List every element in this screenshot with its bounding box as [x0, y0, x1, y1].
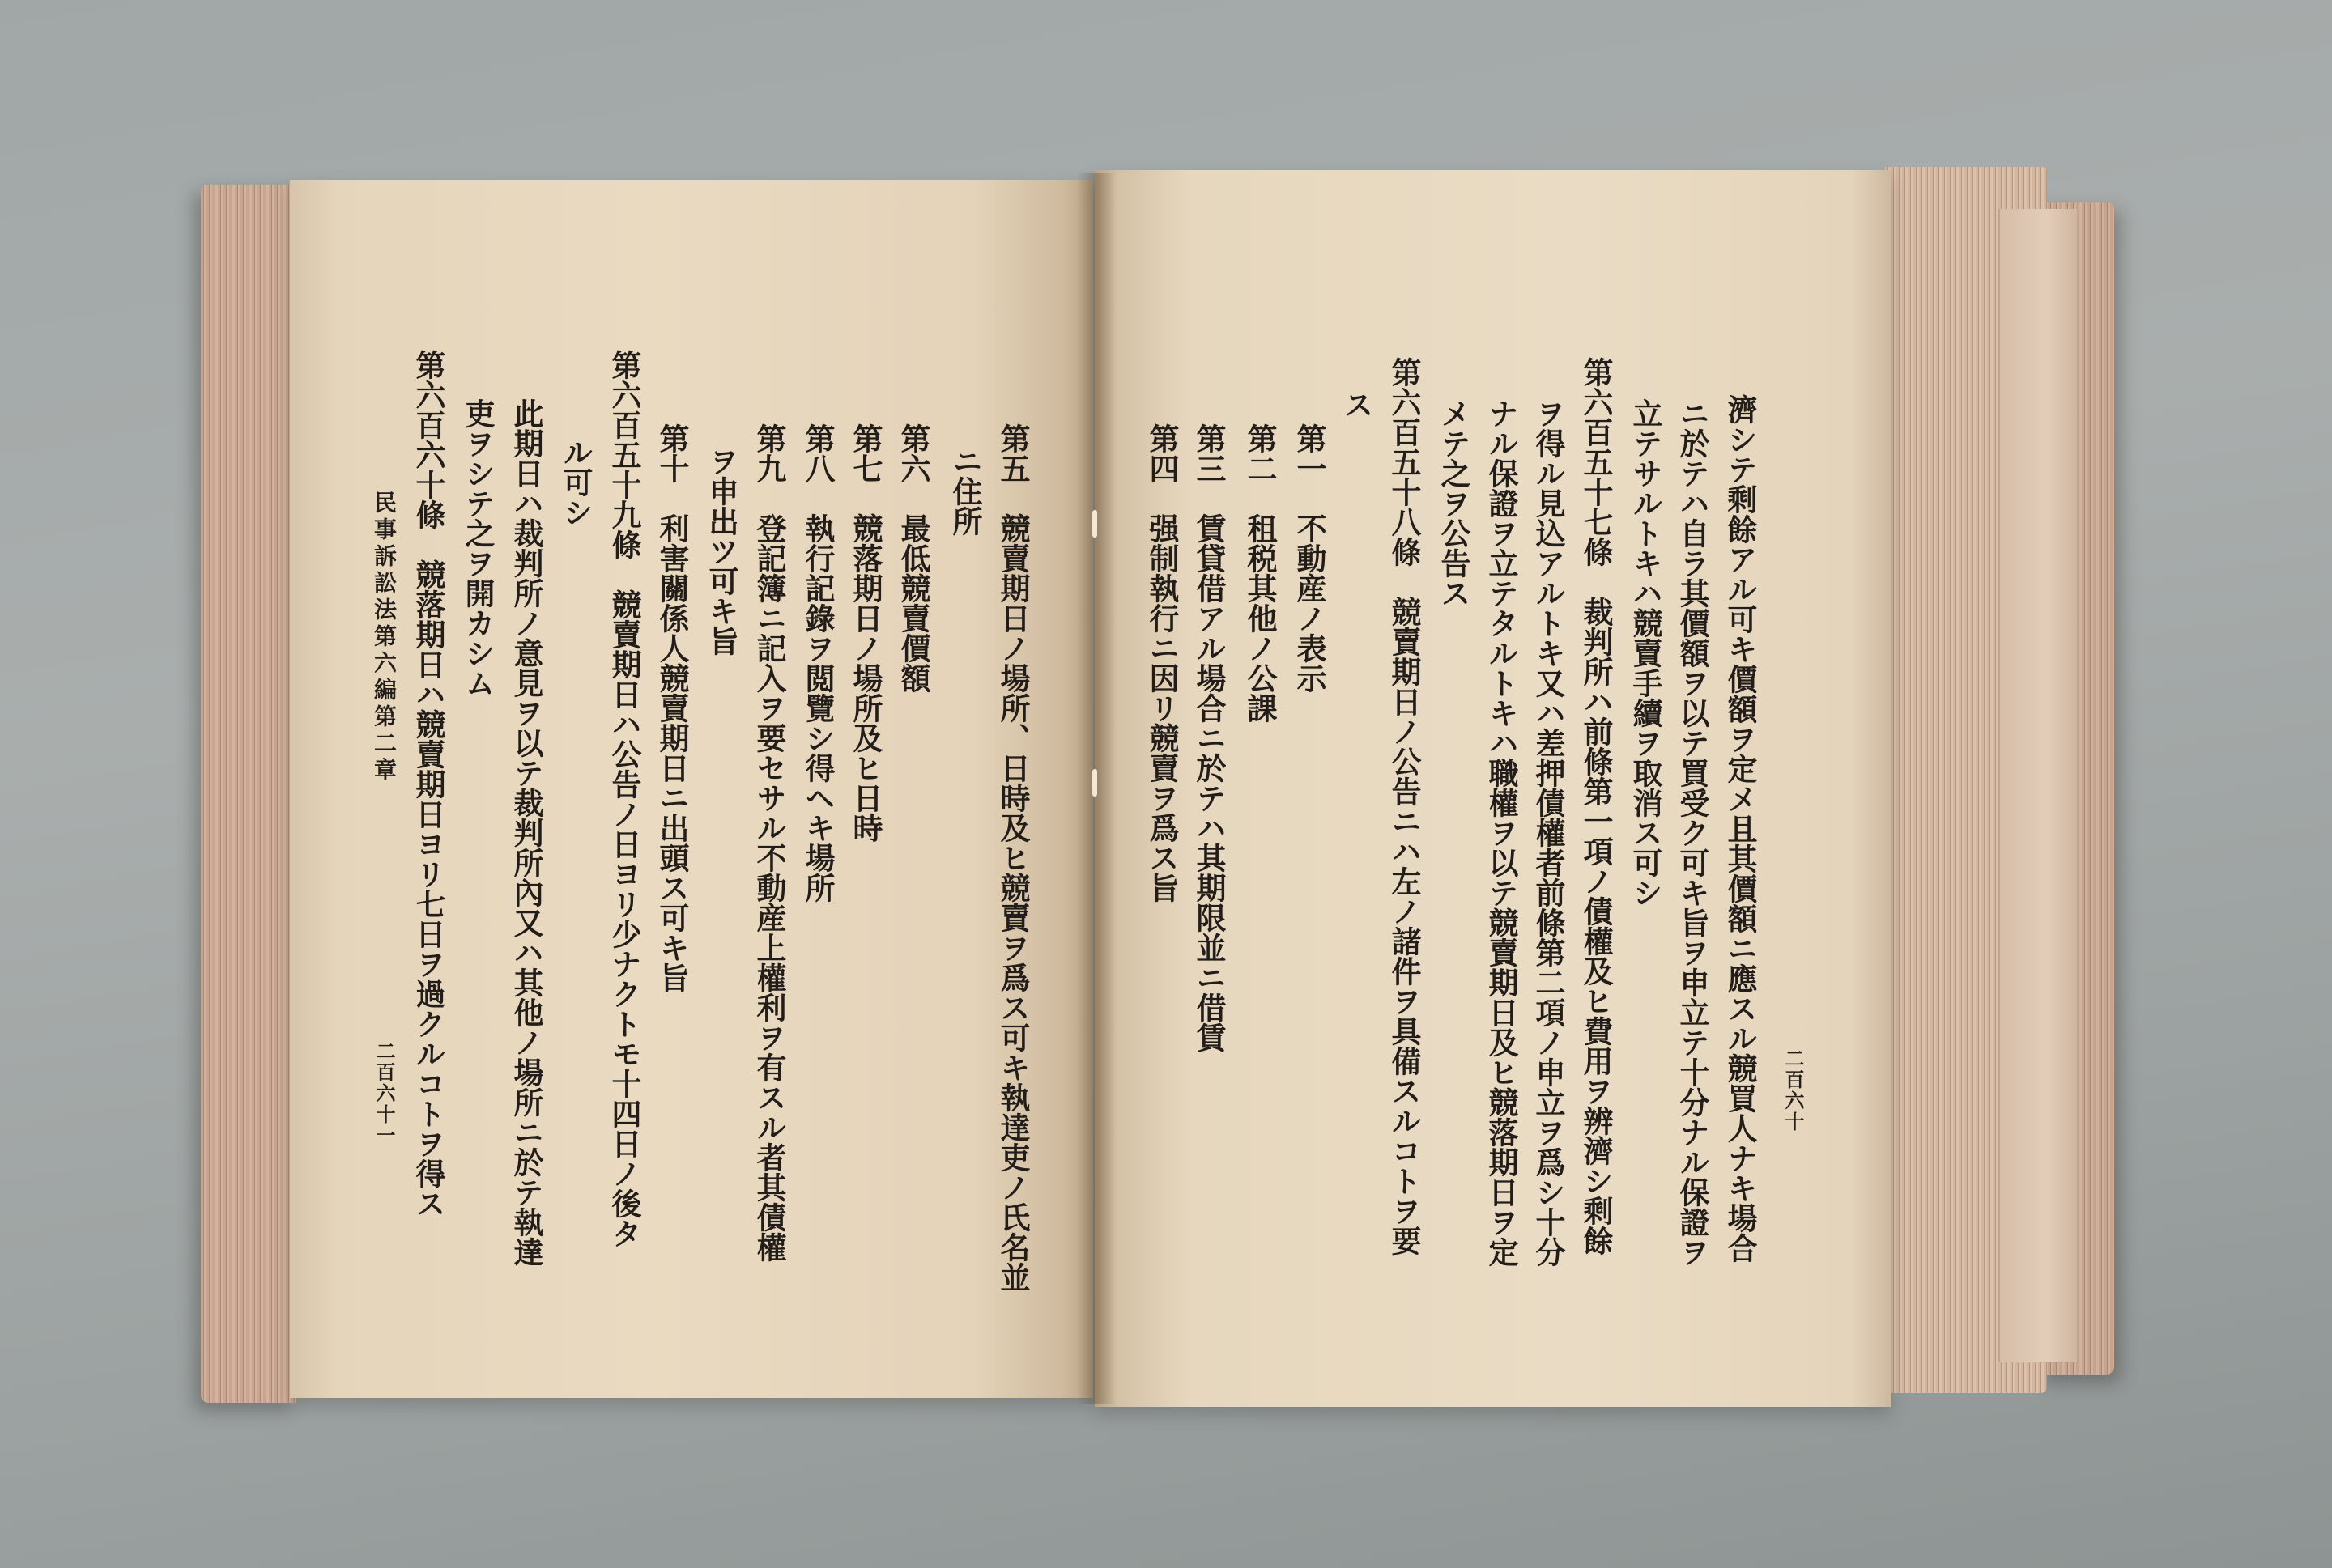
article-heading-line: 第六百五十八條 競賣期日ノ公告ニハ左ノ諸件ヲ具備スルコトヲ要: [1386, 357, 1422, 1256]
left-page: [290, 180, 1093, 1398]
left-page-block-edge: [201, 185, 296, 1403]
binding-thread: [1092, 510, 1097, 538]
text-line: 第二 租税其他ノ公課: [1242, 423, 1278, 723]
text-line: 第八 執行記錄ヲ閲覽シ得ヘキ場所: [800, 423, 836, 903]
text-line: 第六 最低競賣價額: [896, 423, 931, 693]
text-line: 第五 競賣期日ノ場所、日時及ヒ競賣ヲ爲ス可キ執達吏ノ氏名並: [995, 423, 1031, 1292]
binding-thread: [1092, 769, 1097, 797]
text-line: 第十 利害關係人競賣期日ニ出頭ス可キ旨: [654, 423, 690, 992]
running-head: 民事訴訟法第六編第二章: [371, 491, 398, 784]
protruding-sheet: [1998, 209, 2077, 1362]
text-line: 此期日ハ裁判所ノ意見ヲ以テ裁判所內又ハ其他ノ場所ニ於テ執達: [509, 398, 544, 1267]
text-line: ニ住所: [947, 446, 983, 536]
article-heading-line: 第六百六十條 競落期日ハ競賣期日ヨリ七日ヲ過クルコトヲ得ス: [411, 350, 446, 1218]
text-line: 第一 不動産ノ表示: [1292, 423, 1327, 693]
right-page: [1095, 170, 1891, 1407]
text-line: ヲ申出ツ可キ旨: [704, 446, 739, 656]
page-number: 二百六十一: [372, 1041, 396, 1146]
text-line: 吏ヲシテ之ヲ開カシム: [460, 398, 496, 698]
text-line: ニ於テハ自ラ其價額ヲ以テ買受ク可キ旨ヲ申立テ十分ナル保證ヲ: [1675, 398, 1710, 1267]
text-line: ス: [1338, 389, 1374, 419]
text-line: メテ之ヲ公告ス: [1436, 398, 1471, 608]
article-heading-line: 第六百五十七條 裁判所ハ前條第一項ノ債權及ヒ費用ヲ辨濟シ剩餘: [1578, 357, 1614, 1256]
text-line: ヲ得ル見込アルトキ又ハ差押債權者前條第二項ノ申立ヲ爲シ十分: [1530, 398, 1566, 1267]
text-line: 第三 賃貸借アル場合ニ於テハ其期限並ニ借賃: [1191, 423, 1227, 1052]
article-heading-line: 第六百五十九條 競賣期日ハ公告ノ日ヨリ少ナクトモ十四日ノ後タ: [606, 350, 642, 1248]
text-line: 立テサルトキハ競賣手續ヲ取消ス可シ: [1628, 398, 1663, 907]
text-line: 第九 登記簿ニ記入ヲ要セサル不動産上權利ヲ有スル者其債權: [751, 423, 787, 1262]
text-line: ナル保證ヲ立テタルトキハ職權ヲ以テ競賣期日及ヒ競落期日ヲ定: [1483, 398, 1519, 1267]
text-line: ル可シ: [558, 437, 594, 527]
page-number: 二百六十: [1781, 1048, 1805, 1132]
text-line: 第四 强制執行ニ因リ競賣ヲ爲ス旨: [1144, 423, 1180, 903]
text-line: 第七 競落期日ノ場所及ヒ日時: [848, 423, 883, 843]
text-line: 濟シテ剩餘アル可キ價額ヲ定メ且其價額ニ應スル競買人ナキ場合: [1722, 394, 1758, 1263]
